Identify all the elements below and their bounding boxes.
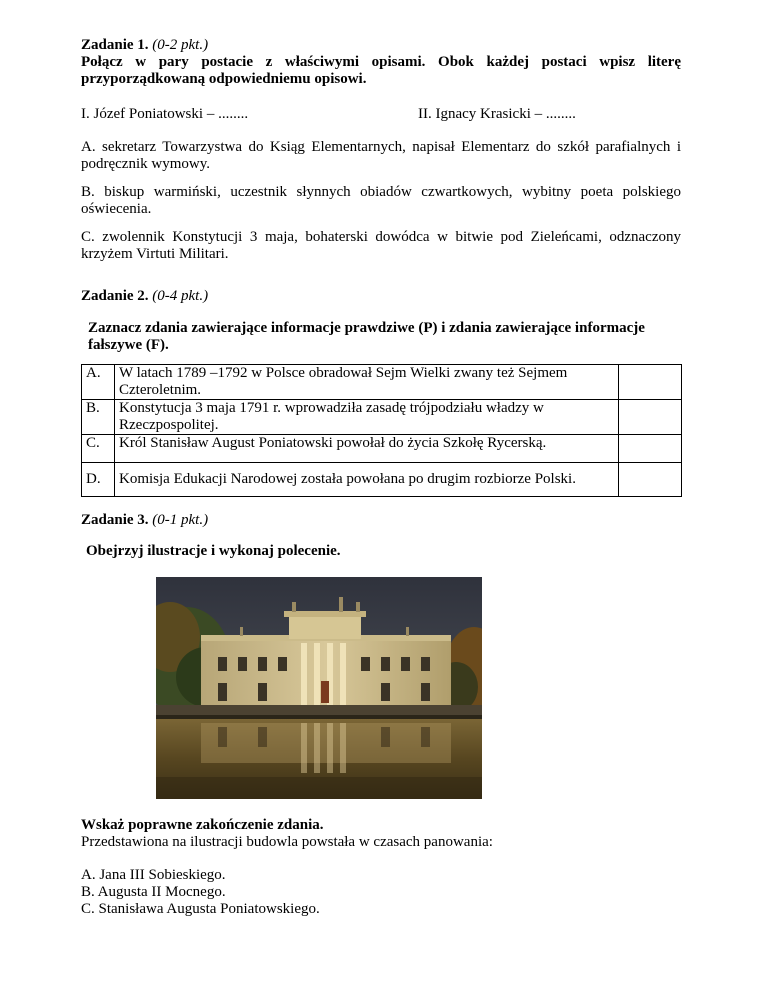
row-statement: W latach 1789 –1792 w Polsce obradował Sejm Wielki zwany też Sejmem Czteroletnim. — [115, 365, 619, 400]
task1-option-a: A. sekretarz Towarzystwa do Ksiąg Elementarnych, napisał Elementarz do szkół parafialnych i podręcznik wymowy. — [81, 139, 681, 172]
row-letter: C. — [82, 435, 115, 463]
task3-heading: Zadanie 3. — [81, 512, 149, 528]
task1-heading: Zadanie 1. — [81, 37, 149, 53]
row-letter: B. — [82, 400, 115, 435]
task2-instruction: Zaznacz zdania zawierające informacje prawdziwe (P) i zdania zawierające informacje fałszywe (F). — [88, 320, 645, 353]
task1-instruction: Połącz w pary postacie z właściwymi opisami. Obok każdej postaci wpisz literę przyporządkowaną odpowiedniemu opisowi. — [81, 54, 681, 87]
palace-photo — [156, 577, 482, 799]
task3-points: (0-1 pkt.) — [152, 512, 209, 528]
task1-option-b: B. biskup warmiński, uczestnik słynnych obiadów czwartkowych, wybitny poeta polskiego oświecenia. — [81, 184, 681, 217]
task1-person1: I. Józef Poniatowski – ........ — [81, 106, 249, 122]
row-statement: Konstytucja 3 maja 1791 r. wprowadziła zasadę trójpodziału władzy w Rzeczpospolitej. — [115, 400, 619, 435]
task3-title — [81, 512, 208, 529]
answer-cell[interactable] — [619, 435, 682, 463]
task2-heading: Zadanie 2. — [81, 288, 149, 304]
task1-person2: II. Ignacy Krasicki – ........ — [418, 106, 576, 122]
row-statement: Komisja Edukacji Narodowej została powołana po drugim rozbiorze Polski. — [115, 463, 619, 497]
row-letter: D. — [82, 463, 115, 497]
table-row — [82, 400, 682, 435]
task2-title — [81, 288, 208, 305]
row-letter: A. — [82, 365, 115, 400]
table-row — [82, 435, 682, 463]
task3-instruction: Obejrzyj ilustracje i wykonaj polecenie. — [86, 543, 341, 559]
task3-answer-b: B. Augusta II Mocnego. — [81, 884, 226, 900]
task3-question: Przedstawiona na ilustracji budowla powstała w czasach panowania: — [81, 834, 493, 850]
answer-cell[interactable] — [619, 400, 682, 435]
task1-block — [81, 37, 681, 88]
table-row — [82, 365, 682, 400]
task2-points: (0-4 pkt.) — [152, 288, 209, 304]
task1-points: (0-2 pkt.) — [152, 37, 209, 53]
row-statement: Król Stanisław August Poniatowski powołał do życia Szkołę Rycerską. — [115, 435, 619, 463]
answer-cell[interactable] — [619, 463, 682, 497]
task3-answer-a: A. Jana III Sobieskiego. — [81, 867, 226, 883]
task3-answer-c: C. Stanisława Augusta Poniatowskiego. — [81, 901, 320, 917]
task3-question-bold: Wskaż poprawne zakończenie zdania. — [81, 817, 324, 833]
answer-cell[interactable] — [619, 365, 682, 400]
true-false-table — [81, 364, 682, 497]
task1-option-c: C. zwolennik Konstytucji 3 maja, bohaterski dowódca w bitwie pod Zieleńcami, odznaczony krzyżem Virtuti Militari. — [81, 229, 681, 262]
table-row — [82, 463, 682, 497]
task1-title — [81, 37, 681, 54]
